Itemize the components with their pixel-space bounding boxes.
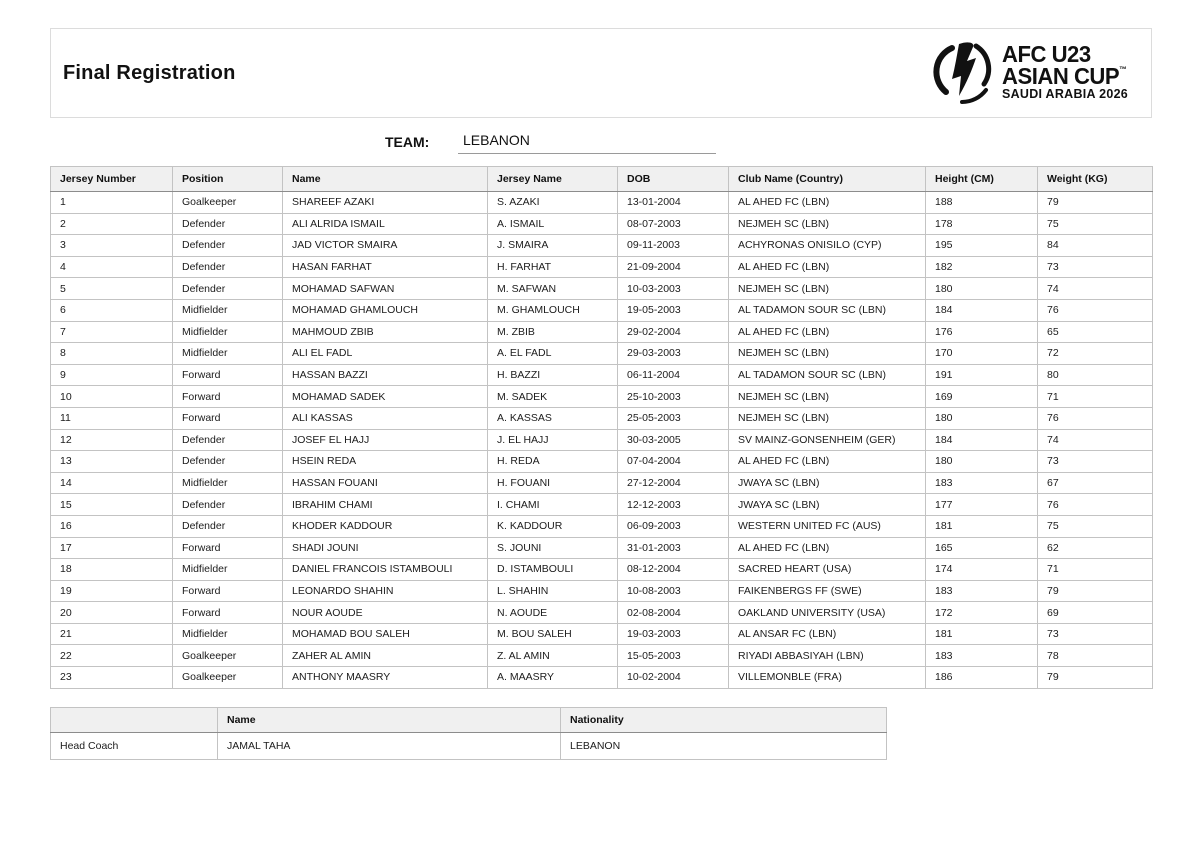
table-cell: 74 xyxy=(1038,278,1153,300)
player-row xyxy=(51,235,1153,257)
players-table-header-row xyxy=(51,167,1153,192)
player-row xyxy=(51,299,1153,321)
table-cell: 169 xyxy=(926,386,1038,408)
table-cell: JWAYA SC (LBN) xyxy=(729,494,926,516)
table-cell: Z. AL AMIN xyxy=(488,645,618,667)
table-cell: 4 xyxy=(51,256,173,278)
table-cell: AL ANSAR FC (LBN) xyxy=(729,623,926,645)
table-cell: ALI ALRIDA ISMAIL xyxy=(283,213,488,235)
table-cell: 182 xyxy=(926,256,1038,278)
table-cell: 75 xyxy=(1038,213,1153,235)
table-cell: AL TADAMON SOUR SC (LBN) xyxy=(729,364,926,386)
table-cell: 178 xyxy=(926,213,1038,235)
table-cell: 191 xyxy=(926,364,1038,386)
table-cell: 21 xyxy=(51,623,173,645)
player-row xyxy=(51,623,1153,645)
col-header-height: Height (CM) xyxy=(926,167,1038,192)
table-cell: 69 xyxy=(1038,602,1153,624)
table-cell: ALI EL FADL xyxy=(283,343,488,365)
document-header xyxy=(50,28,1152,118)
table-cell: 23 xyxy=(51,667,173,689)
table-cell: 181 xyxy=(926,623,1038,645)
table-cell: 3 xyxy=(51,235,173,257)
table-cell: 67 xyxy=(1038,472,1153,494)
player-row xyxy=(51,256,1153,278)
col-header-dob: DOB xyxy=(618,167,729,192)
table-cell: 80 xyxy=(1038,364,1153,386)
table-cell: 31-01-2003 xyxy=(618,537,729,559)
table-cell: 14 xyxy=(51,472,173,494)
table-cell: 18 xyxy=(51,559,173,581)
trademark-mark: ™ xyxy=(1118,64,1127,74)
logo-line-2: ASIAN CUP™ xyxy=(1001,62,1127,89)
player-row xyxy=(51,386,1153,408)
table-cell: 76 xyxy=(1038,299,1153,321)
table-cell: HASSAN FOUANI xyxy=(283,472,488,494)
table-cell: Forward xyxy=(173,580,283,602)
table-cell: IBRAHIM CHAMI xyxy=(283,494,488,516)
table-cell: 11 xyxy=(51,407,173,429)
table-cell: NOUR AOUDE xyxy=(283,602,488,624)
table-cell: 184 xyxy=(926,429,1038,451)
table-cell: 5 xyxy=(51,278,173,300)
table-cell: LEONARDO SHAHIN xyxy=(283,580,488,602)
table-cell: SHADI JOUNI xyxy=(283,537,488,559)
table-cell: Goalkeeper xyxy=(173,645,283,667)
player-row xyxy=(51,407,1153,429)
table-cell: Forward xyxy=(173,537,283,559)
table-cell: WESTERN UNITED FC (AUS) xyxy=(729,515,926,537)
table-cell: 188 xyxy=(926,192,1038,214)
table-cell: 12 xyxy=(51,429,173,451)
table-cell: Forward xyxy=(173,364,283,386)
table-cell: 29-03-2003 xyxy=(618,343,729,365)
table-cell: Defender xyxy=(173,429,283,451)
table-cell: 180 xyxy=(926,451,1038,473)
table-cell: K. KADDOUR xyxy=(488,515,618,537)
table-cell: Defender xyxy=(173,494,283,516)
table-cell: 6 xyxy=(51,299,173,321)
table-cell: H. BAZZI xyxy=(488,364,618,386)
table-cell: Defender xyxy=(173,278,283,300)
table-cell: JAMAL TAHA xyxy=(218,733,561,760)
table-cell: 10-02-2004 xyxy=(618,667,729,689)
table-cell: 21-09-2004 xyxy=(618,256,729,278)
player-row xyxy=(51,429,1153,451)
table-cell: 08-07-2003 xyxy=(618,213,729,235)
table-cell: SHAREEF AZAKI xyxy=(283,192,488,214)
table-cell: S. AZAKI xyxy=(488,192,618,214)
table-cell: FAIKENBERGS FF (SWE) xyxy=(729,580,926,602)
table-cell: 76 xyxy=(1038,407,1153,429)
table-cell: MAHMOUD ZBIB xyxy=(283,321,488,343)
player-row xyxy=(51,278,1153,300)
player-row xyxy=(51,472,1153,494)
table-cell: 19 xyxy=(51,580,173,602)
table-cell: HASSAN BAZZI xyxy=(283,364,488,386)
table-cell: 72 xyxy=(1038,343,1153,365)
col-header-nationality: Nationality xyxy=(561,708,887,733)
table-cell: 08-12-2004 xyxy=(618,559,729,581)
col-header-role xyxy=(51,708,218,733)
player-row xyxy=(51,515,1153,537)
table-cell: 84 xyxy=(1038,235,1153,257)
table-cell: 06-09-2003 xyxy=(618,515,729,537)
table-cell: Defender xyxy=(173,235,283,257)
table-cell: 73 xyxy=(1038,623,1153,645)
table-cell: 75 xyxy=(1038,515,1153,537)
table-cell: NEJMEH SC (LBN) xyxy=(729,278,926,300)
table-cell: 76 xyxy=(1038,494,1153,516)
table-cell: SV MAINZ-GONSENHEIM (GER) xyxy=(729,429,926,451)
table-cell: 73 xyxy=(1038,451,1153,473)
player-row xyxy=(51,580,1153,602)
table-cell: 02-08-2004 xyxy=(618,602,729,624)
table-cell: A. MAASRY xyxy=(488,667,618,689)
table-cell: 27-12-2004 xyxy=(618,472,729,494)
logo-wordmark xyxy=(1001,41,1128,102)
table-cell: H. FARHAT xyxy=(488,256,618,278)
player-row xyxy=(51,213,1153,235)
table-cell: Midfielder xyxy=(173,623,283,645)
table-cell: AL AHED FC (LBN) xyxy=(729,451,926,473)
table-cell: 79 xyxy=(1038,580,1153,602)
table-cell: AL AHED FC (LBN) xyxy=(729,256,926,278)
table-cell: JOSEF EL HAJJ xyxy=(283,429,488,451)
table-cell: 176 xyxy=(926,321,1038,343)
table-cell: I. CHAMI xyxy=(488,494,618,516)
table-cell: Defender xyxy=(173,213,283,235)
table-cell: Defender xyxy=(173,451,283,473)
table-cell: M. BOU SALEH xyxy=(488,623,618,645)
player-row xyxy=(51,667,1153,689)
table-cell: M. SADEK xyxy=(488,386,618,408)
table-cell: 06-11-2004 xyxy=(618,364,729,386)
table-cell: MOHAMAD SAFWAN xyxy=(283,278,488,300)
player-row xyxy=(51,364,1153,386)
table-cell: D. ISTAMBOULI xyxy=(488,559,618,581)
team-line xyxy=(0,132,1200,154)
table-cell: JWAYA SC (LBN) xyxy=(729,472,926,494)
table-cell: 177 xyxy=(926,494,1038,516)
table-cell: 19-03-2003 xyxy=(618,623,729,645)
table-cell: 73 xyxy=(1038,256,1153,278)
table-cell: 30-03-2005 xyxy=(618,429,729,451)
table-cell: 12-12-2003 xyxy=(618,494,729,516)
col-header-position: Position xyxy=(173,167,283,192)
col-header-name: Name xyxy=(283,167,488,192)
table-cell: 170 xyxy=(926,343,1038,365)
table-cell: AL AHED FC (LBN) xyxy=(729,192,926,214)
officials-table xyxy=(50,707,887,760)
afc-trophy-icon xyxy=(932,40,996,106)
table-cell: 183 xyxy=(926,472,1038,494)
table-cell: 10 xyxy=(51,386,173,408)
team-value-field: LEBANON xyxy=(458,132,716,154)
player-row xyxy=(51,343,1153,365)
table-cell: L. SHAHIN xyxy=(488,580,618,602)
table-cell: 17 xyxy=(51,537,173,559)
table-cell: RIYADI ABBASIYAH (LBN) xyxy=(729,645,926,667)
table-cell: NEJMEH SC (LBN) xyxy=(729,386,926,408)
table-cell: S. JOUNI xyxy=(488,537,618,559)
table-cell: VILLEMONBLE (FRA) xyxy=(729,667,926,689)
table-cell: 165 xyxy=(926,537,1038,559)
table-cell: OAKLAND UNIVERSITY (USA) xyxy=(729,602,926,624)
table-cell: 71 xyxy=(1038,386,1153,408)
table-cell: A. KASSAS xyxy=(488,407,618,429)
table-cell: H. REDA xyxy=(488,451,618,473)
table-cell: A. EL FADL xyxy=(488,343,618,365)
table-cell: N. AOUDE xyxy=(488,602,618,624)
players-table xyxy=(50,166,1153,689)
logo-line-1: AFC U23 xyxy=(1001,41,1091,68)
player-row xyxy=(51,602,1153,624)
table-cell: 29-02-2004 xyxy=(618,321,729,343)
table-cell: ANTHONY MAASRY xyxy=(283,667,488,689)
player-row xyxy=(51,537,1153,559)
table-cell: 22 xyxy=(51,645,173,667)
table-cell: HASAN FARHAT xyxy=(283,256,488,278)
table-cell: MOHAMAD SADEK xyxy=(283,386,488,408)
table-cell: M. GHAMLOUCH xyxy=(488,299,618,321)
table-cell: ACHYRONAS ONISILO (CYP) xyxy=(729,235,926,257)
table-cell: Forward xyxy=(173,386,283,408)
table-cell: 79 xyxy=(1038,192,1153,214)
player-row xyxy=(51,192,1153,214)
table-cell: Midfielder xyxy=(173,559,283,581)
table-cell: 181 xyxy=(926,515,1038,537)
table-cell: 09-11-2003 xyxy=(618,235,729,257)
team-label: TEAM: xyxy=(385,134,430,150)
table-cell: Midfielder xyxy=(173,321,283,343)
table-cell: J. EL HAJJ xyxy=(488,429,618,451)
table-cell: 16 xyxy=(51,515,173,537)
table-cell: 13 xyxy=(51,451,173,473)
table-cell: MOHAMAD BOU SALEH xyxy=(283,623,488,645)
table-cell: 25-10-2003 xyxy=(618,386,729,408)
table-cell: JAD VICTOR SMAIRA xyxy=(283,235,488,257)
table-cell: 78 xyxy=(1038,645,1153,667)
table-cell: 65 xyxy=(1038,321,1153,343)
table-cell: 186 xyxy=(926,667,1038,689)
table-cell: H. FOUANI xyxy=(488,472,618,494)
table-cell: 2 xyxy=(51,213,173,235)
table-cell: 71 xyxy=(1038,559,1153,581)
table-cell: 7 xyxy=(51,321,173,343)
table-cell: 25-05-2003 xyxy=(618,407,729,429)
table-cell: Goalkeeper xyxy=(173,192,283,214)
player-row xyxy=(51,451,1153,473)
official-row xyxy=(51,733,887,760)
table-cell: Midfielder xyxy=(173,299,283,321)
table-cell: 180 xyxy=(926,407,1038,429)
table-cell: AL AHED FC (LBN) xyxy=(729,537,926,559)
table-cell: 1 xyxy=(51,192,173,214)
table-cell: NEJMEH SC (LBN) xyxy=(729,213,926,235)
table-cell: A. ISMAIL xyxy=(488,213,618,235)
table-cell: 15-05-2003 xyxy=(618,645,729,667)
table-cell: DANIEL FRANCOIS ISTAMBOULI xyxy=(283,559,488,581)
logo-line-3: SAUDI ARABIA 2026 xyxy=(1001,85,1128,101)
col-header-official-name: Name xyxy=(218,708,561,733)
col-header-jersey-name: Jersey Name xyxy=(488,167,618,192)
table-cell: NEJMEH SC (LBN) xyxy=(729,407,926,429)
officials-table-header-row xyxy=(51,708,887,733)
table-cell: 10-08-2003 xyxy=(618,580,729,602)
table-cell: ALI KASSAS xyxy=(283,407,488,429)
player-row xyxy=(51,645,1153,667)
table-cell: Forward xyxy=(173,602,283,624)
table-cell: NEJMEH SC (LBN) xyxy=(729,343,926,365)
table-cell: HSEIN REDA xyxy=(283,451,488,473)
table-cell: M. SAFWAN xyxy=(488,278,618,300)
table-cell: J. SMAIRA xyxy=(488,235,618,257)
table-cell: 174 xyxy=(926,559,1038,581)
table-cell: AL AHED FC (LBN) xyxy=(729,321,926,343)
table-cell: 9 xyxy=(51,364,173,386)
table-cell: SACRED HEART (USA) xyxy=(729,559,926,581)
table-cell: AL TADAMON SOUR SC (LBN) xyxy=(729,299,926,321)
table-cell: ZAHER AL AMIN xyxy=(283,645,488,667)
page-title: Final Registration xyxy=(63,61,236,84)
table-cell: 172 xyxy=(926,602,1038,624)
table-cell: Goalkeeper xyxy=(173,667,283,689)
table-cell: 62 xyxy=(1038,537,1153,559)
table-cell: 183 xyxy=(926,645,1038,667)
table-cell: Head Coach xyxy=(51,733,218,760)
player-row xyxy=(51,321,1153,343)
col-header-weight: Weight (KG) xyxy=(1038,167,1153,192)
table-cell: 74 xyxy=(1038,429,1153,451)
table-cell: 180 xyxy=(926,278,1038,300)
table-cell: KHODER KADDOUR xyxy=(283,515,488,537)
table-cell: 8 xyxy=(51,343,173,365)
col-header-club: Club Name (Country) xyxy=(729,167,926,192)
table-cell: 13-01-2004 xyxy=(618,192,729,214)
table-cell: 10-03-2003 xyxy=(618,278,729,300)
table-cell: 183 xyxy=(926,580,1038,602)
table-cell: Defender xyxy=(173,256,283,278)
table-cell: Midfielder xyxy=(173,343,283,365)
table-cell: 20 xyxy=(51,602,173,624)
afc-u23-asian-cup-logo xyxy=(932,40,1141,106)
table-cell: MOHAMAD GHAMLOUCH xyxy=(283,299,488,321)
player-row xyxy=(51,559,1153,581)
table-cell: Defender xyxy=(173,515,283,537)
player-row xyxy=(51,494,1153,516)
col-header-jersey-number: Jersey Number xyxy=(51,167,173,192)
table-cell: Midfielder xyxy=(173,472,283,494)
table-cell: 07-04-2004 xyxy=(618,451,729,473)
table-cell: 184 xyxy=(926,299,1038,321)
table-cell: LEBANON xyxy=(561,733,887,760)
table-cell: 19-05-2003 xyxy=(618,299,729,321)
table-cell: 79 xyxy=(1038,667,1153,689)
table-cell: Forward xyxy=(173,407,283,429)
table-cell: 15 xyxy=(51,494,173,516)
table-cell: M. ZBIB xyxy=(488,321,618,343)
table-cell: 195 xyxy=(926,235,1038,257)
